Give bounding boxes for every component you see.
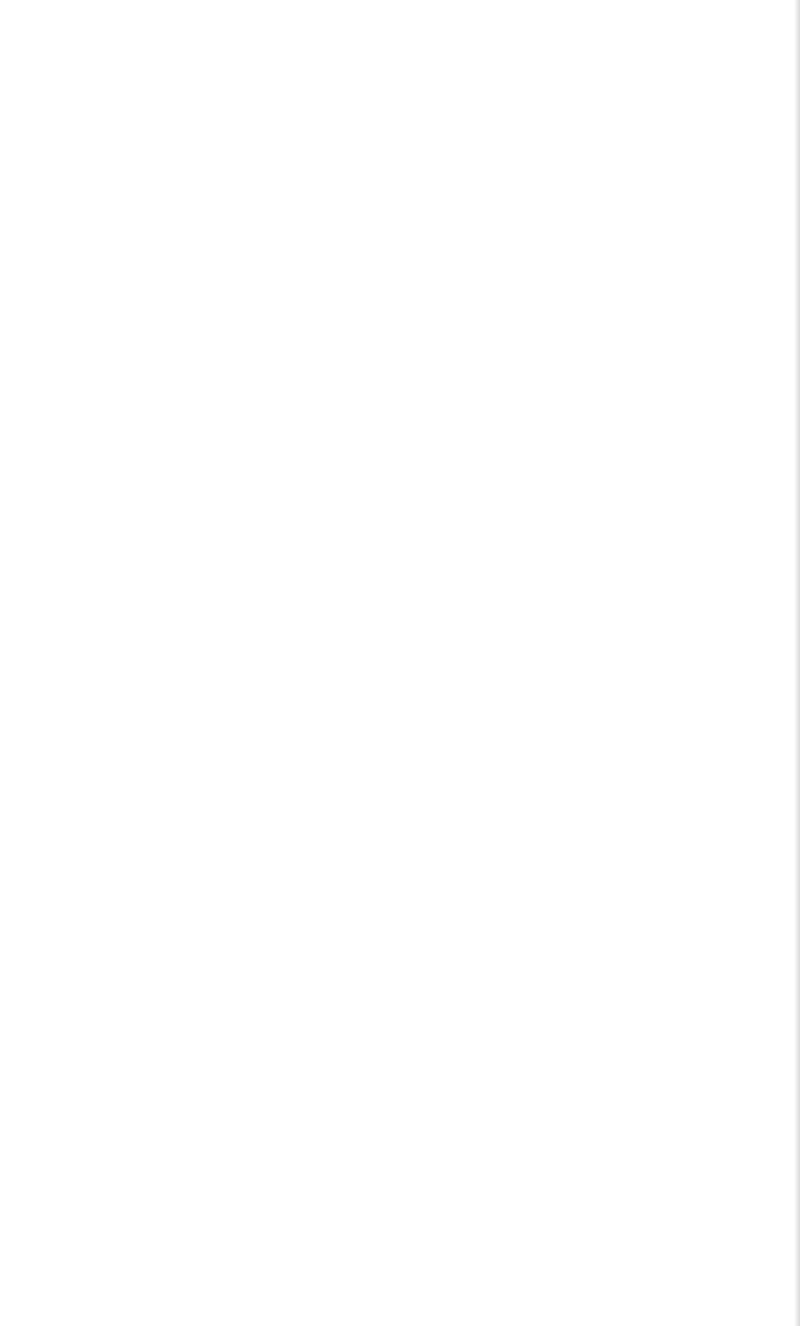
page-edge-shadow bbox=[794, 0, 800, 1326]
